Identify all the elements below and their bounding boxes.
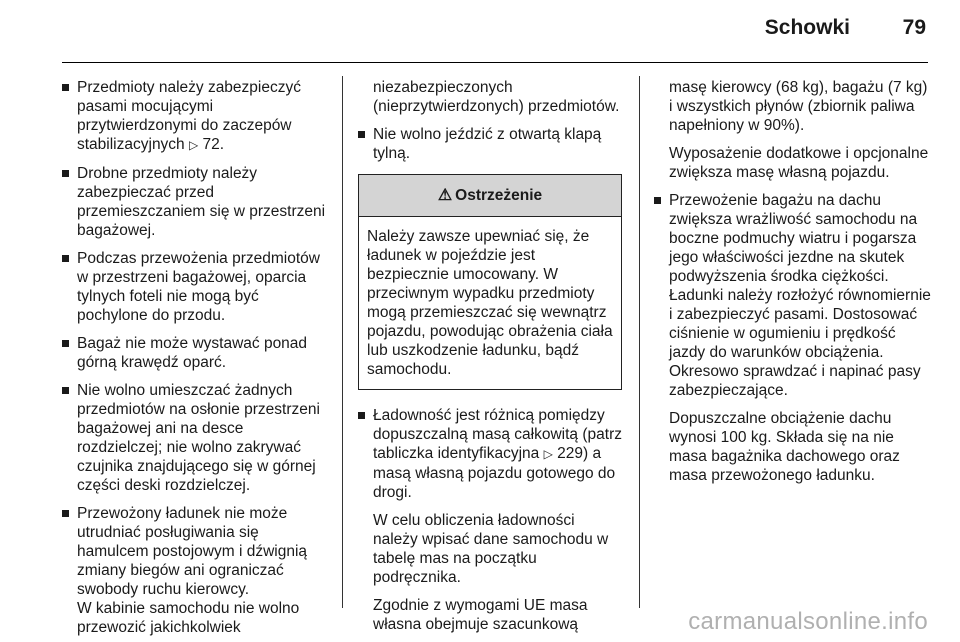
page-ref-link[interactable]: 229 [557,445,584,462]
list-item: Przedmioty należy zabezpieczyć pasami mocującymi przytwierdzonymi do zaczepów stabilizacyjnych ▷ 72. [62,78,332,155]
list-item: Drobne przedmioty należy zabezpieczać przed przemieszczaniem się w przestrzeni bagażowej. [62,164,332,240]
warning-header [359,175,621,217]
list-item: Ładowność jest różnicą pomiędzy dopuszczalną masą całkowitą (patrz tabliczka identyfikacyjna ▷ 229) a masą własną pojazdu gotowego do drogi. [358,406,622,502]
section-title: Schowki [764,16,850,39]
column-1 [62,78,332,642]
warning-body: Należy zawsze upewniać się, że ładunek w pojeździe jest bezpiecznie umocowany. W przeciwnym wypadku przedmioty mogą przemieszczać się wewnątrz pojazdu, powodując obrażenia ciała lub uszkodzenie ładunku, bądź samochodu. [367,228,613,378]
list-item: Nie wolno jeździć z otwartą klapą tylną. [358,125,622,163]
continuation-text: niezabezpieczonych (nieprzytwierdzonych) przedmiotów. [373,79,620,115]
warning-box [358,174,622,390]
continuation-text: masę kierowcy (68 kg), bagażu (7 kg) i wszystkich płynów (zbiornik paliwa napełniony w 90%). [669,79,928,134]
column-3 [654,78,932,494]
paragraph: Dopuszczalne obciążenie dachu wynosi 100 kg. Składa się na nie masa bagażnika dachowego oraz masa przewożonego ładunku. [669,410,900,484]
column-divider-1 [342,76,343,608]
page-number: 79 [902,16,926,39]
page-ref-link[interactable]: 72. [202,136,225,153]
list-item: Przewożony ładunek nie może utrudniać posługiwania się hamulcem postojowym i dźwignią zmiany biegów ani ograniczać swobody ruchu kierowcy. W kabinie samochodu nie wolno przewozić jakichkolwiek [62,504,332,637]
paragraph: W celu obliczenia ładowności należy wpisać dane samochodu w tabelę mas na początku podręcznika. [373,512,609,586]
header-divider [62,62,928,63]
paragraph: Zgodnie z wymogami UE masa własna obejmuje szacunkową [373,597,588,633]
warning-triangle-icon: ⚠ [437,187,453,204]
list-item: Nie wolno umieszczać żadnych przedmiotów na osłonie przestrzeni bagażowej ani na desce rozdzielczej; nie wolno zakrywać czujnika znajdującego się w górnej części deski rozdzielczej. [62,381,332,495]
warning-title: Ostrzeżenie [455,187,543,204]
list-item: Bagaż nie może wystawać ponad górną krawędź oparć. [62,334,332,372]
list-item: Przewożenie bagażu na dachu zwiększa wrażliwość samochodu na boczne podmuchy wiatru i pogarsza jego właściwości jezdne na skutek podwyższenia środka ciężkości. Ładunki należy rozłożyć równomiernie i zabezpieczyć pasami. Dostosować ciśnienie w ogumieniu i prędkość jazdy do warunków obciążenia. Okresowo sprawdzać i napinać pasy zabezpieczające. [654,191,932,400]
column-divider-2 [639,76,640,608]
page-ref-arrow-icon: ▷ [189,138,199,152]
list-item: Podczas przewożenia przedmiotów w przestrzeni bagażowej, oparcia tylnych foteli nie mogą być pochylone do przodu. [62,249,332,325]
page-ref-arrow-icon: ▷ [543,447,553,461]
paragraph: Wyposażenie dodatkowe i opcjonalne zwiększa masę własną pojazdu. [669,145,929,181]
watermark: carmanualsonline.info [688,608,928,635]
column-2 [358,78,622,642]
